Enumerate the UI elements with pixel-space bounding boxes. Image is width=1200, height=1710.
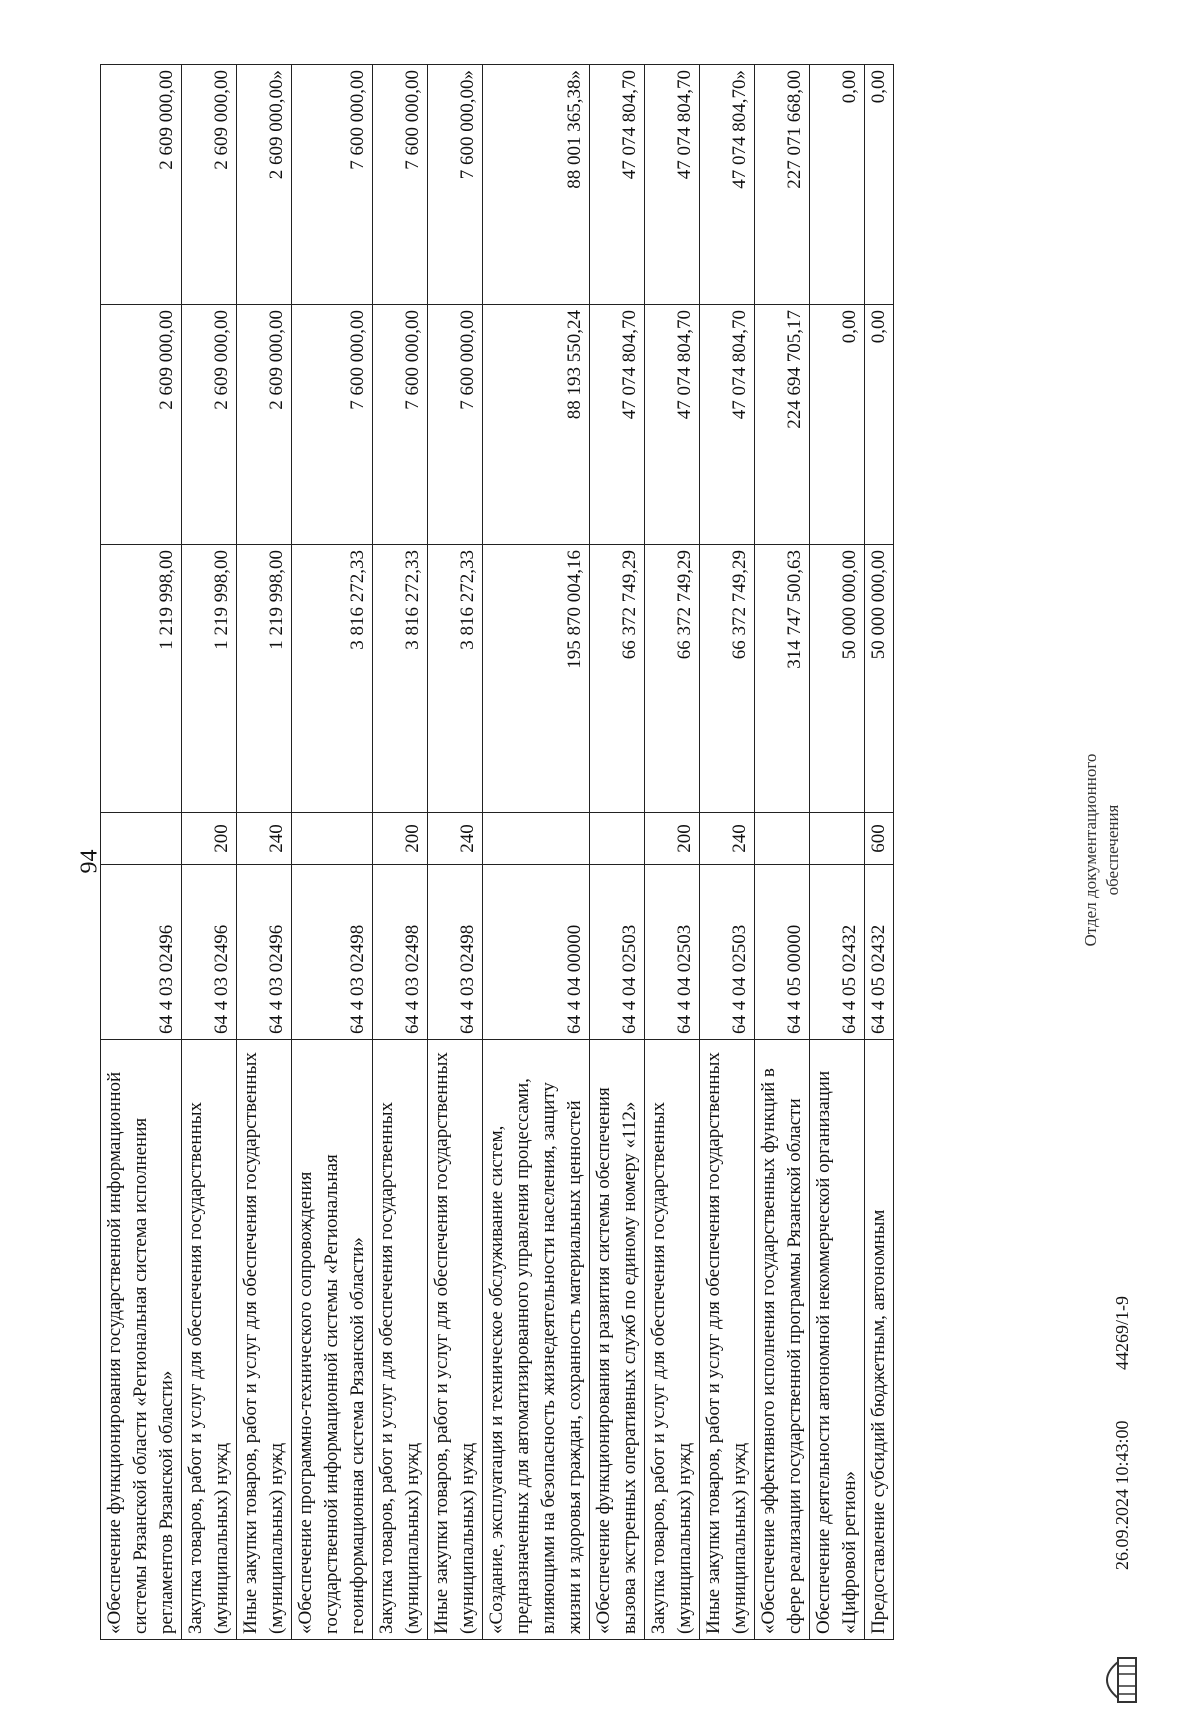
row-value-3: 47 074 804,70» xyxy=(700,65,755,305)
row-value-2: 2 609 000,00 xyxy=(101,305,182,545)
table-row xyxy=(428,65,483,1640)
row-value-1: 1 219 998,00 xyxy=(237,545,292,813)
row-value-3: 2 609 000,00 xyxy=(101,65,182,305)
row-value-2: 47 074 804,70 xyxy=(590,305,645,545)
row-value-2: 47 074 804,70 xyxy=(645,305,700,545)
table-row xyxy=(373,65,428,1640)
row-expense-kind: 600 xyxy=(865,813,894,865)
row-value-3: 7 600 000,00» xyxy=(428,65,483,305)
row-expense-kind: 200 xyxy=(373,813,428,865)
row-value-2: 7 600 000,00 xyxy=(373,305,428,545)
row-value-1: 3 816 272,33 xyxy=(373,545,428,813)
footer xyxy=(1078,65,1158,1640)
row-value-3: 7 600 000,00 xyxy=(292,65,373,305)
row-expense-kind xyxy=(755,813,810,865)
row-value-1: 66 372 749,29 xyxy=(590,545,645,813)
row-name: «Обеспечение эффективного исполнения государственных функций в сфере реализации государственной программы Рязанской области xyxy=(755,1040,810,1640)
table-row xyxy=(700,65,755,1640)
page-number: 94 xyxy=(76,849,103,874)
row-value-1: 66 372 749,29 xyxy=(700,545,755,813)
row-value-2: 2 609 000,00 xyxy=(182,305,237,545)
registration-number: 44269/1-9 xyxy=(1112,1296,1132,1370)
row-value-2: 0,00 xyxy=(810,305,865,545)
table-row xyxy=(292,65,373,1640)
row-name: «Создание, эксплуатация и техническое обслуживание систем, предназначенных для автоматизированного управления процессами, влияющими на безопасность жизнедеятельности населения, защиту жизни и здоровья граждан, сохранность материальных ценностей xyxy=(483,1040,590,1640)
row-name: Предоставление субсидий бюджетным, автономным xyxy=(865,1040,894,1640)
table-row xyxy=(237,65,292,1640)
row-expense-kind xyxy=(101,813,182,865)
row-value-3: 47 074 804,70 xyxy=(590,65,645,305)
table-row xyxy=(865,65,894,1640)
row-expense-kind xyxy=(810,813,865,865)
row-target-code: 64 4 03 02498 xyxy=(428,865,483,1040)
row-target-code: 64 4 03 02498 xyxy=(292,865,373,1040)
rotated-page-content xyxy=(0,40,1160,1640)
row-value-2: 7 600 000,00 xyxy=(428,305,483,545)
row-value-3: 0,00 xyxy=(865,65,894,305)
row-target-code: 64 4 03 02496 xyxy=(101,865,182,1040)
department-stamp xyxy=(1080,700,1124,1000)
row-name: Закупка товаров, работ и услуг для обеспечения государственных (муниципальных) нужд xyxy=(645,1040,700,1640)
row-value-3: 7 600 000,00 xyxy=(373,65,428,305)
row-value-3: 227 071 668,00 xyxy=(755,65,810,305)
row-expense-kind: 240 xyxy=(700,813,755,865)
row-name: Иные закупки товаров, работ и услуг для обеспечения государственных (муниципальных) нужд xyxy=(700,1040,755,1640)
row-expense-kind xyxy=(292,813,373,865)
row-name: Закупка товаров, работ и услуг для обеспечения государственных (муниципальных) нужд xyxy=(373,1040,428,1640)
duma-logo-icon xyxy=(1088,1650,1148,1710)
row-name: «Обеспечение функционирования государственной информационной системы Рязанской области «Региональная система исполнения регламентов Рязанской области» xyxy=(101,1040,182,1640)
row-value-1: 50 000 000,00 xyxy=(810,545,865,813)
row-name: Иные закупки товаров, работ и услуг для обеспечения государственных (муниципальных) нужд xyxy=(237,1040,292,1640)
row-value-1: 66 372 749,29 xyxy=(645,545,700,813)
table-row xyxy=(590,65,645,1640)
budget-table xyxy=(100,64,894,1640)
table-row xyxy=(645,65,700,1640)
row-expense-kind xyxy=(590,813,645,865)
row-target-code: 64 4 04 02503 xyxy=(590,865,645,1040)
row-name: «Обеспечение функционирования и развития системы обеспечения вызова экстренных оперативных служб по единому номеру «112» xyxy=(590,1040,645,1640)
row-value-1: 1 219 998,00 xyxy=(101,545,182,813)
row-target-code: 64 4 03 02496 xyxy=(237,865,292,1040)
table-row xyxy=(755,65,810,1640)
table-row xyxy=(182,65,237,1640)
row-expense-kind: 200 xyxy=(645,813,700,865)
department-stamp-line-1: Отдел документационного xyxy=(1081,753,1100,947)
row-value-1: 3 816 272,33 xyxy=(428,545,483,813)
row-value-2: 7 600 000,00 xyxy=(292,305,373,545)
row-target-code: 64 4 05 02432 xyxy=(865,865,894,1040)
row-target-code: 64 4 04 00000 xyxy=(483,865,590,1040)
table-row xyxy=(101,65,182,1640)
row-target-code: 64 4 03 02496 xyxy=(182,865,237,1040)
row-target-code: 64 4 04 02503 xyxy=(645,865,700,1040)
row-name: Закупка товаров, работ и услуг для обеспечения государственных (муниципальных) нужд xyxy=(182,1040,237,1640)
row-target-code: 64 4 05 00000 xyxy=(755,865,810,1040)
row-value-2: 224 694 705,17 xyxy=(755,305,810,545)
row-value-1: 1 219 998,00 xyxy=(182,545,237,813)
table-row xyxy=(810,65,865,1640)
table-row xyxy=(483,65,590,1640)
row-expense-kind: 240 xyxy=(237,813,292,865)
row-value-3: 2 609 000,00 xyxy=(182,65,237,305)
row-value-2: 0,00 xyxy=(865,305,894,545)
row-expense-kind xyxy=(483,813,590,865)
row-value-3: 47 074 804,70 xyxy=(645,65,700,305)
row-value-1: 50 000 000,00 xyxy=(865,545,894,813)
registration-date: 26.09.2024 10:43:00 xyxy=(1112,1420,1132,1570)
row-expense-kind: 240 xyxy=(428,813,483,865)
row-name: «Обеспечение программно-технического сопровождения государственной информационной системы «Региональная геоинформационная система Рязанской области» xyxy=(292,1040,373,1640)
row-name: Обеспечение деятельности автономной некоммерческой организации «Цифровой регион» xyxy=(810,1040,865,1640)
row-value-3: 2 609 000,00» xyxy=(237,65,292,305)
row-value-2: 2 609 000,00 xyxy=(237,305,292,545)
budget-table-body xyxy=(101,65,894,1640)
row-value-1: 3 816 272,33 xyxy=(292,545,373,813)
row-name: Иные закупки товаров, работ и услуг для обеспечения государственных (муниципальных) нужд xyxy=(428,1040,483,1640)
row-target-code: 64 4 03 02498 xyxy=(373,865,428,1040)
row-value-2: 88 193 550,24 xyxy=(483,305,590,545)
row-target-code: 64 4 04 02503 xyxy=(700,865,755,1040)
row-value-1: 314 747 500,63 xyxy=(755,545,810,813)
row-target-code: 64 4 05 02432 xyxy=(810,865,865,1040)
row-value-3: 0,00 xyxy=(810,65,865,305)
row-value-3: 88 001 365,38» xyxy=(483,65,590,305)
row-value-1: 195 870 004,16 xyxy=(483,545,590,813)
row-value-2: 47 074 804,70 xyxy=(700,305,755,545)
department-stamp-line-2: обеспечения xyxy=(1103,804,1122,896)
row-expense-kind: 200 xyxy=(182,813,237,865)
